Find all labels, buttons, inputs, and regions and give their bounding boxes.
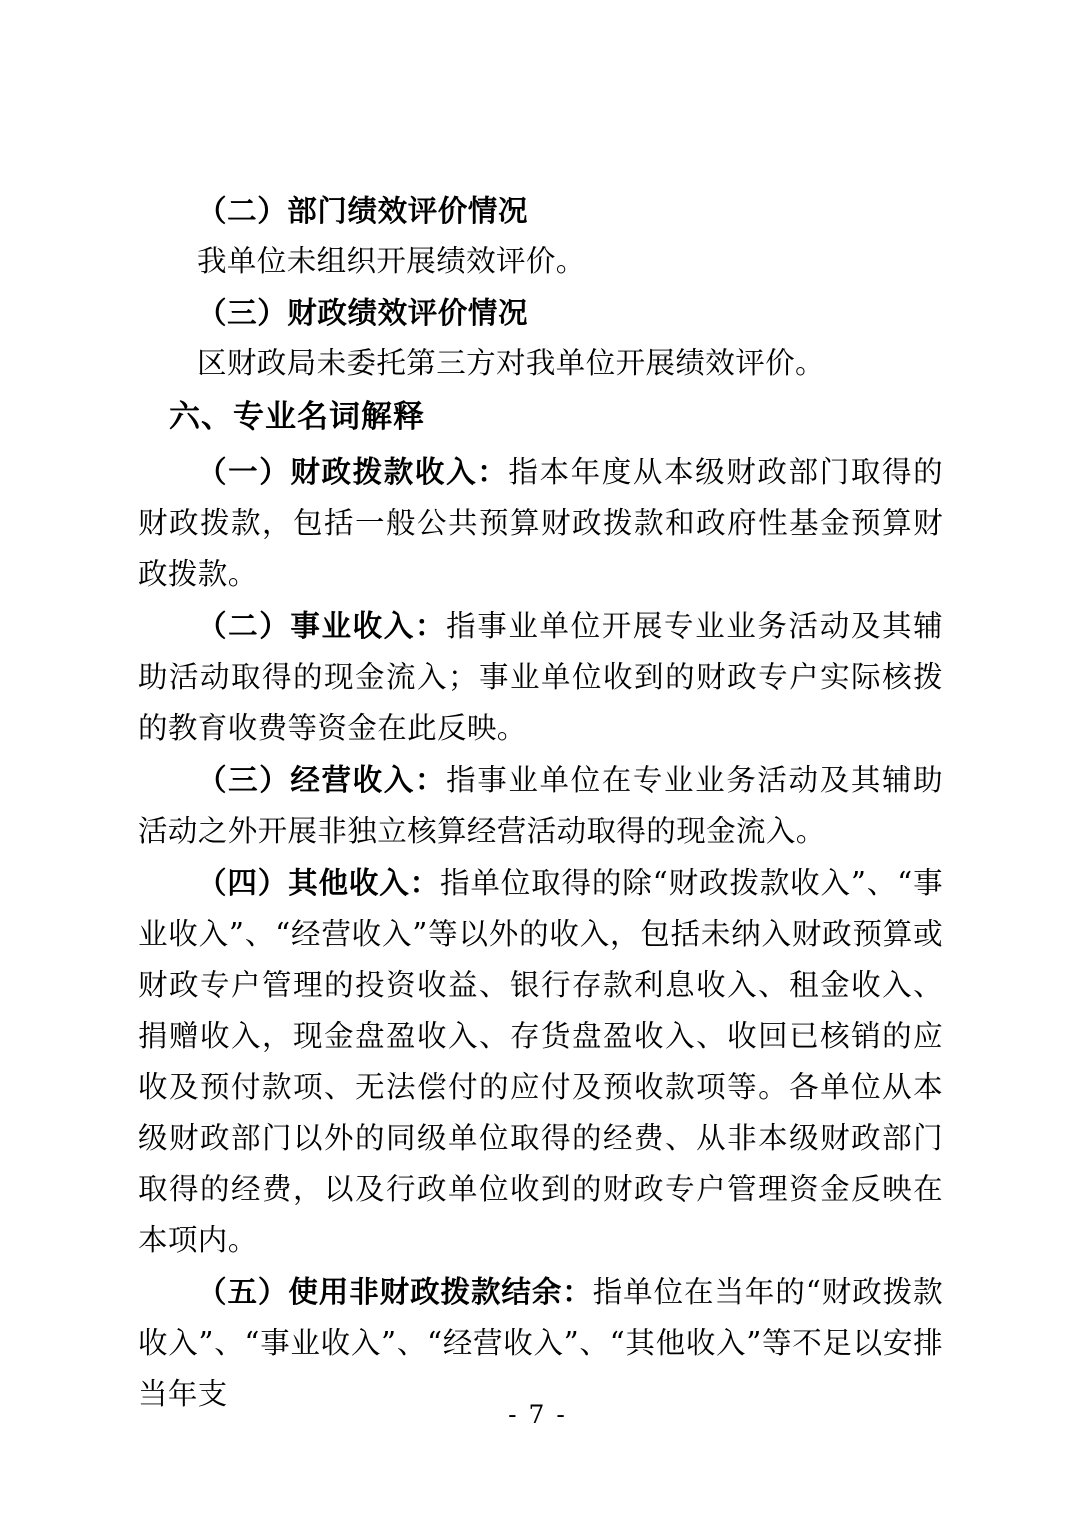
definition-fiscal-appropriation-income	[138, 446, 943, 600]
definition-operating-income	[138, 754, 943, 857]
paragraph-fiscal-performance: 区财政局未委托第三方对我单位开展绩效评价。	[197, 346, 825, 380]
definition-term-2: （二）事业收入：	[197, 608, 447, 643]
definition-term-5: （五）使用非财政拨款结余：	[197, 1274, 593, 1309]
definition-text-2: 指事业单位开展专业业务活动及其辅助活动取得的现金流入；事业单位收到的财政专户实际核拨的教育收费等资金在此反映。	[138, 609, 943, 745]
definition-term-1: （一）财政拨款收入：	[197, 454, 509, 489]
definition-text-5: 指单位在当年的“财政拨款收入”、“事业收入”、“经营收入”、“其他收入”等不足以安排当年支	[138, 1275, 943, 1411]
definition-non-fiscal-surplus	[138, 1266, 943, 1420]
definition-text-1: 指本年度从本级财政部门取得的财政拨款，包括一般公共预算财政拨款和政府性基金预算财政拨款。	[138, 455, 943, 591]
definition-term-4: （四）其他收入：	[197, 865, 440, 900]
definition-text-4: 指单位取得的除“财政拨款收入”、“事业收入”、“经营收入”等以外的收入，包括未纳入财政预算或财政专户管理的投资收益、银行存款利息收入、租金收入、捐赠收入，现金盘盈收入、存货盘盈收入、收回已核销的应收及预付款项、无法偿付的应付及预收款项等。各单位从本级财政部门以外的同级单位取得的经费、从非本级财政部门取得的经费，以及行政单位收到的财政专户管理资金反映在本项内。	[138, 866, 943, 1257]
definition-other-income	[138, 857, 943, 1266]
definition-text-3: 指事业单位在专业业务活动及其辅助活动之外开展非独立核算经营活动取得的现金流入。	[138, 763, 943, 848]
section-heading-department-performance: （二）部门绩效评价情况	[197, 193, 529, 228]
definition-term-3: （三）经营收入：	[197, 762, 447, 797]
definition-business-income	[138, 600, 943, 754]
document-body	[138, 185, 943, 1420]
section-heading-terminology: 六、专业名词解释	[169, 399, 425, 435]
page-number: - 7 -	[508, 1400, 567, 1429]
section-heading-fiscal-performance: （三）财政绩效评价情况	[197, 295, 529, 330]
paragraph-department-performance: 我单位未组织开展绩效评价。	[197, 244, 586, 278]
